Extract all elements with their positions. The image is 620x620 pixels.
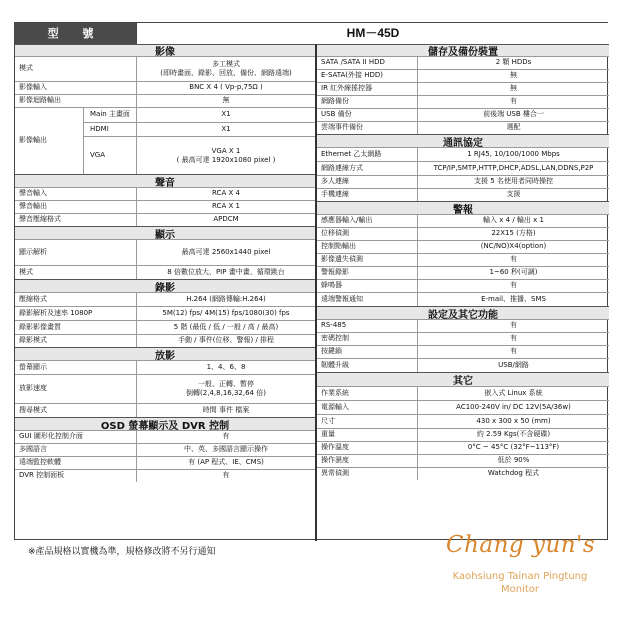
spec-row <box>317 147 609 161</box>
logo-name: Chang yun's <box>446 532 596 558</box>
spec-row <box>15 292 315 306</box>
spec-row <box>15 56 315 81</box>
spec-row <box>317 175 609 188</box>
spec-label: 模式 <box>19 64 33 73</box>
spec-value: TCP/IP,SMTP,HTTP,DHCP,ADSL,LAN,DDNS,P2P <box>417 162 609 175</box>
spec-sublabel: Main 主畫面 <box>83 108 136 122</box>
spec-row <box>317 454 609 467</box>
spec-row <box>317 121 609 134</box>
spec-value: 1~60 秒(可調) <box>417 267 609 279</box>
spec-row <box>15 360 315 374</box>
spec-label: 聲音壓縮格式 <box>19 215 61 224</box>
spec-value: 無 <box>417 83 609 95</box>
spec-label: DVR 控制面板 <box>19 471 65 480</box>
spec-value: 有 <box>417 333 609 345</box>
spec-value: 有 <box>136 431 315 443</box>
section-header <box>15 226 315 239</box>
logo-tagline-2: Monitor <box>500 584 539 595</box>
spec-row <box>317 414 609 428</box>
spec-row <box>15 443 315 456</box>
spec-label: 影像輸入 <box>19 83 47 92</box>
spec-label: 影像遺失偵測 <box>321 255 363 264</box>
spec-value: 430 x 300 x 50 (mm) <box>417 415 609 428</box>
spec-value: 2 顆 HDDs <box>417 57 609 69</box>
spec-value: 有 (AP 程式、IE、CMS) <box>136 457 315 469</box>
spec-label: 作業系統 <box>321 388 349 397</box>
spec-label: 錄影影像畫質 <box>19 322 61 331</box>
spec-value: 支援 5 名使用者同時操控 <box>417 176 609 188</box>
spec-label: 韌體升級 <box>321 360 349 369</box>
logo-tagline: Kaohsiung Tainan Pingtung <box>452 571 588 582</box>
section-header <box>317 306 609 319</box>
spec-row <box>317 332 609 345</box>
section-title: 放影 <box>155 350 175 362</box>
spec-label: 多國語言 <box>19 445 47 454</box>
spec-sheet <box>14 22 608 540</box>
brand-logo <box>428 528 612 608</box>
spec-value: Watchdog 程式 <box>417 468 609 480</box>
spec-label: 異常偵測 <box>321 469 349 478</box>
spec-label: 感應器輸入/輸出 <box>321 216 373 225</box>
spec-label: 影像輸出 <box>19 136 47 145</box>
section-title: OSD 螢幕顯示及 DVR 控制 <box>100 420 230 432</box>
section-header <box>15 417 315 430</box>
spec-value: X1 <box>136 108 315 122</box>
spec-value: 1、4、6、8 <box>136 361 315 374</box>
spec-row <box>317 56 609 69</box>
model-label: 型 號 <box>15 23 136 44</box>
spec-row <box>15 320 315 334</box>
section-header <box>15 174 315 187</box>
spec-row <box>317 400 609 414</box>
spec-value: 時間 事件 檔案 <box>136 404 315 417</box>
spec-label: 尺寸 <box>321 416 335 425</box>
spec-value: E-mail、推播、SMS <box>417 293 609 306</box>
spec-label: 遠端警報通知 <box>321 294 363 303</box>
spec-label: 壓縮格式 <box>19 294 47 303</box>
spec-value: 有 <box>417 280 609 292</box>
spec-label: 模式 <box>19 267 33 276</box>
spec-label: 顯示解析 <box>19 247 47 256</box>
section-title: 顯示 <box>155 229 175 241</box>
spec-value: 手動 / 事件(位移、警報) / 排程 <box>136 335 315 347</box>
spec-value: BNC X 4 ( Vp-p,75Ω ) <box>136 82 315 94</box>
spec-label: 操作溫度 <box>321 443 349 452</box>
spec-label: 網路連線方式 <box>321 163 363 172</box>
spec-value: 前後端 USB 樓合一 <box>417 109 609 121</box>
spec-value: VGA X 1 ( 最高可達 1920x1080 pixel ) <box>136 136 315 175</box>
spec-label: 手機連線 <box>321 190 349 199</box>
spec-value: 5 階 (最低 / 低 / 一般 / 高 / 最高) <box>136 321 315 334</box>
spec-label: IR 紅外線搖控器 <box>321 84 373 93</box>
spec-row <box>317 358 609 372</box>
spec-group <box>15 107 315 174</box>
section-title: 警報 <box>453 204 473 216</box>
spec-label: 位移偵測 <box>321 229 349 238</box>
section-title: 聲音 <box>155 177 175 189</box>
spec-label: 錄影解析及速率 1080P <box>19 308 93 317</box>
section-header <box>317 44 609 56</box>
spec-value: X1 <box>136 122 315 136</box>
spec-sublabel: HDMI <box>83 122 136 136</box>
spec-row <box>15 430 315 443</box>
spec-value: 無 <box>417 70 609 82</box>
spec-label: USB 備份 <box>321 110 352 119</box>
section-title: 設定及其它功能 <box>428 309 498 321</box>
spec-value: 有 <box>136 470 315 482</box>
spec-value: 支援 <box>417 189 609 201</box>
spec-row <box>15 456 315 469</box>
section-title: 通訊協定 <box>443 137 483 149</box>
spec-row <box>317 345 609 358</box>
spec-value: 無 <box>136 95 315 107</box>
section-title: 其它 <box>453 376 473 387</box>
spec-value: 有 <box>417 254 609 266</box>
section-header <box>15 279 315 292</box>
spec-row <box>317 240 609 253</box>
spec-row <box>317 82 609 95</box>
spec-row <box>317 108 609 121</box>
spec-value: AC100-240V in/ DC 12V(5A/36w) <box>417 401 609 414</box>
spec-label: 多人連線 <box>321 177 349 186</box>
spec-label: 聲音輸出 <box>19 202 47 211</box>
spec-value: 1 RJ45, 10/100/1000 Mbps <box>417 148 609 161</box>
spec-row <box>15 200 315 213</box>
spec-row <box>15 213 315 226</box>
spec-row <box>15 265 315 279</box>
spec-value: RCA X 1 <box>136 201 315 213</box>
spec-label: 控制點輸出 <box>321 242 356 251</box>
spec-value: 最高可達 2560x1440 pixel <box>136 240 315 265</box>
footnote: ※產品規格以實機為準，規格修改將不另行通知 <box>28 547 216 557</box>
spec-label: 網路備份 <box>321 97 349 106</box>
section-title: 影像 <box>155 47 175 58</box>
spec-row <box>317 188 609 201</box>
spec-label: 放影速度 <box>19 384 47 393</box>
spec-label: 操作濕度 <box>321 456 349 465</box>
spec-label: 遠端監控軟體 <box>19 458 61 467</box>
section-header <box>317 372 609 386</box>
spec-row <box>317 279 609 292</box>
spec-label: 聲音輸入 <box>19 189 47 198</box>
spec-label: 搜尋模式 <box>19 405 47 414</box>
section-header <box>15 44 315 56</box>
spec-row <box>317 69 609 82</box>
spec-row <box>15 187 315 200</box>
spec-label: 蜂鳴器 <box>321 281 342 290</box>
spec-label: 警報錄影 <box>321 268 349 277</box>
spec-value: 有 <box>417 96 609 108</box>
spec-row <box>15 81 315 94</box>
spec-value: H.264 (網路傳輸:H.264) <box>136 293 315 306</box>
spec-value: 輸入 x 4 / 輸出 x 1 <box>417 215 609 227</box>
spec-value: APDCM <box>136 214 315 226</box>
section-header <box>317 134 609 147</box>
spec-label: 密碼控制 <box>321 334 349 343</box>
spec-label: 錄影模式 <box>19 336 47 345</box>
spec-row <box>317 95 609 108</box>
spec-row <box>317 292 609 306</box>
spec-row <box>15 94 315 107</box>
spec-value: (NC/NO)X4(option) <box>417 241 609 253</box>
spec-row <box>317 319 609 332</box>
spec-value: 22X15 (方格) <box>417 228 609 240</box>
spec-row <box>15 334 315 347</box>
spec-value: 約 2.59 Kgs(不含硬碟) <box>417 429 609 441</box>
spec-value: 5M(12) fps/ 4M(15) fps/1080(30) fps <box>136 307 315 320</box>
spec-row <box>317 227 609 240</box>
spec-label: RS-485 <box>321 321 347 330</box>
spec-value: 嵌入式 Linux 系統 <box>417 387 609 400</box>
spec-value: 0°C ~ 45°C (32°F~113°F) <box>417 442 609 454</box>
spec-sublabel: VGA <box>83 136 136 175</box>
spec-value: 8 倍數位放大、PIP 畫中畫、循環跳台 <box>136 266 315 279</box>
spec-row <box>317 214 609 227</box>
spec-label: 重量 <box>321 430 335 439</box>
section-header <box>15 347 315 360</box>
section-header <box>317 201 609 214</box>
spec-row <box>317 161 609 175</box>
spec-value: 一般、正轉、暫停 倒轉(2,4,8,16,32,64 倍) <box>136 375 315 403</box>
spec-value: RCA X 4 <box>136 188 315 200</box>
section-title: 儲存及備份裝置 <box>428 47 498 58</box>
spec-value: 選配 <box>417 122 609 134</box>
spec-row <box>15 403 315 417</box>
spec-value: 多工模式 (即時畫面、錄影、回放、備份、網路遠端) <box>136 57 315 81</box>
spec-label: 螢幕顯示 <box>19 362 47 371</box>
spec-row <box>15 374 315 403</box>
spec-row <box>317 253 609 266</box>
spec-label: 電源輸入 <box>321 402 349 411</box>
spec-label: 影像迴路輸出 <box>19 96 61 105</box>
spec-label: GUI 圖形化控制介面 <box>19 432 83 441</box>
spec-row <box>15 239 315 265</box>
spec-row <box>15 306 315 320</box>
section-title: 錄影 <box>155 282 175 294</box>
spec-row <box>317 386 609 400</box>
spec-row <box>317 428 609 441</box>
spec-label: SATA /SATA II HDD <box>321 58 385 67</box>
spec-value: 有 <box>417 320 609 332</box>
spec-label: E-SATA(外接 HDD) <box>321 71 384 80</box>
spec-label: Ethernet 乙太網路 <box>321 149 382 158</box>
spec-value: USB/網路 <box>417 359 609 372</box>
spec-label: 雲端事件備份 <box>321 123 363 132</box>
spec-row <box>317 467 609 480</box>
spec-row <box>317 266 609 279</box>
spec-value: 有 <box>417 346 609 358</box>
spec-label: 按鍵鎖 <box>321 347 342 356</box>
spec-row <box>15 469 315 482</box>
spec-value: 中、英、多國語言顯示操作 <box>136 444 315 456</box>
model-number: HM－45D <box>136 23 609 44</box>
spec-row <box>317 441 609 454</box>
spec-value: 低於 90% <box>417 455 609 467</box>
